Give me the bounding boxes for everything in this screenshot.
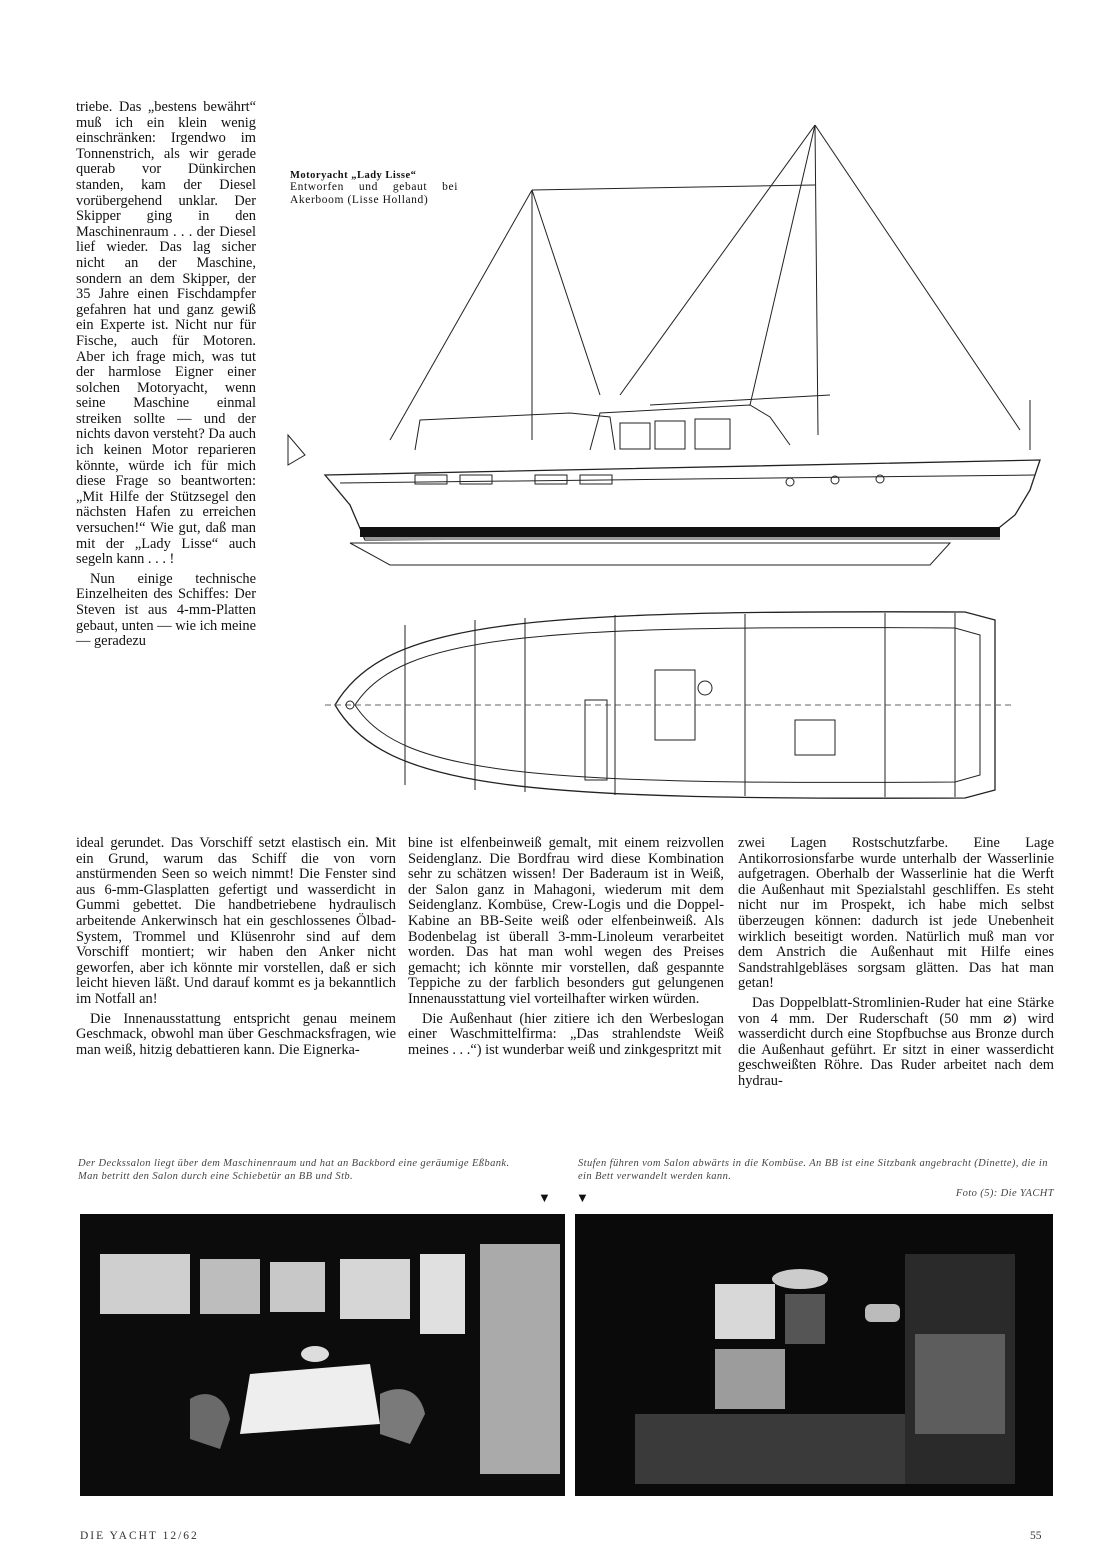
paragraph: Die Außenhaut (hier zitiere ich den Werbeslogan einer Waschmittelfirma: „Das strahlendste Weiß meines . . .“) ist wunderbar weiß und zinkgespritzt mit xyxy=(408,1010,724,1058)
paragraph: bine ist elfenbeinweiß gemalt, mit einem reizvollen Seidenglanz. Die Bordfrau wird diese Kombination sehr zu schätzen wissen! Der Baderaum ist in Weiß, der Salon ganz in Mahagoni, wiederum mit dem Seidenglanz. Kombüse, Crew-Logis und die Doppel-Kabine an BB-Seite weiß oder elfenbeinweiß. Als Bodenbelag ist überall 3-mm-Linoleum verarbeitet worden. Das hat man wohl wegen des Preises gemacht; ich könnte mir vorstellen, daß gespannte Teppiche zu der farblich besonders gut gelungenen Innenausstattung viel vorteilhafter wirken würden. xyxy=(408,835,724,1007)
figure-caption-title: Motoryacht „Lady Lisse“ xyxy=(290,170,417,181)
paragraph: triebe. Das „bestens bewährt“ muß ich ein klein wenig einschränken: Irgendwo im Tonnenstrich, als wir gerade querab vor Dünkirchen standen, kam der Diesel vorübergehend unklar. Der Skipper ging in den Maschinenraum . . . der Diesel lief wieder. Das lag sicher nicht an der Maschine, sondern an dem Skipper, der 35 Jahre einen Fischdampfer gefahren hat und ganz gewiß ein Experte ist. Nicht nur für Fische, auch für Motoren. Aber ich frage mich, was tut der harmlose Eigner einer solchen Motoryacht, wenn seine Maschine einmal streiken sollte — und der nichts davon versteht? Da auch ich keinen Motor reparieren könnte, würde ich für mich diese Frage so beantworten: „Mit Hilfe der Stützsegel den nächsten Hafen zu erreichen versuchen!“ Wie gut, daß man mit der „Lady Lisse“ auch segeln kann . . . ! xyxy=(76,99,256,568)
column-left-bottom xyxy=(76,836,396,1062)
photo-credit: Foto (5): Die YACHT xyxy=(955,1188,1054,1199)
arrow-down-icon: ▼ xyxy=(576,1190,589,1205)
paragraph: Nun einige technische Einzelheiten des Schiffes: Der Steven ist aus 4-mm-Platten gebaut, unten — wie ich meine — geradezu xyxy=(76,570,256,650)
waterline-band xyxy=(360,527,1000,537)
column-left-top xyxy=(76,100,256,654)
photo-caption-right: Stufen führen vom Salon abwärts in die Kombüse. An BB ist eine Sitzbank angebracht (Dinette), die in ein Bett verwandelt werden kann. xyxy=(578,1158,1048,1182)
photo-caption-left: Der Deckssalon liegt über dem Maschinenraum und hat an Backbord eine geräumige Eßbank. Man betritt den Salon durch eine Schiebetür an BB und Stb. xyxy=(78,1158,510,1182)
journal-reference: DIE YACHT 12/62 xyxy=(80,1530,199,1542)
yacht-side-elevation-drawing xyxy=(270,95,1070,600)
paragraph: Die Innenausstattung entspricht genau meinem Geschmack, obwohl man über Geschmacksfragen, wie man weiß, hitzig debattieren kann. Die Eignerka- xyxy=(76,1010,396,1058)
paragraph: ideal gerundet. Das Vorschiff setzt elastisch ein. Mit ein Grund, warum das Schiff die von vorn anstürmenden Seen so weich nimmt! Die Fenster sind aus 6-mm-Glasplatten gefertigt und wasserdicht in Gummi gebettet. Die handbetriebene hydraulisch arbeitende Ankerwinsch hat ein geschlossenes Ölbad-System, Trommel und Klüsenrohr sind auf dem Vorschiff montiert; wir haben den Anker nicht geworfen, aber ich könnte mir vorstellen, daß er sich leicht hieven läßt. Und darauf kommt es ja bekanntlich im Notfall an! xyxy=(76,835,396,1007)
paragraph: zwei Lagen Rostschutzfarbe. Eine Lage Antikorrosionsfarbe wurde unterhalb der Wasserlinie aufgetragen. Oberhalb der Wasserlinie hat die Werft die Außenhaut mit Spezialstahl geschliffen. Es steht nicht nur im Prospekt, ich habe mich selbst überzeugen können: dadurch ist jede Unebenheit wirklich beseitigt worden. Natürlich muß man vor dem Anstrich die Außenhaut mit Hilfe eines Sandstrahlgebläses sorgsam glätten. Das hat man getan! xyxy=(738,835,1054,992)
yacht-deck-plan-drawing xyxy=(325,600,1025,825)
column-middle xyxy=(408,836,724,1062)
paragraph: Das Doppelblatt-Stromlinien-Ruder hat eine Stärke von 4 mm. Der Ruderschaft (50 mm ⌀) wird wasserdicht durch eine Stopfbuchse aus Bronze durch die Außenhaut geführt. Er sitzt in einer wasserdicht geschweißten Röhre. Das Ruder arbeitet nach dem hydrau- xyxy=(738,994,1054,1089)
column-right xyxy=(738,836,1054,1094)
figure-caption-text: Entworfen und gebaut bei Akerboom (Lisse Holland) xyxy=(290,181,458,206)
page-number: 55 xyxy=(1030,1530,1042,1542)
salon-photo xyxy=(80,1214,565,1496)
arrow-down-icon: ▼ xyxy=(538,1190,551,1205)
galley-photo xyxy=(575,1214,1053,1496)
